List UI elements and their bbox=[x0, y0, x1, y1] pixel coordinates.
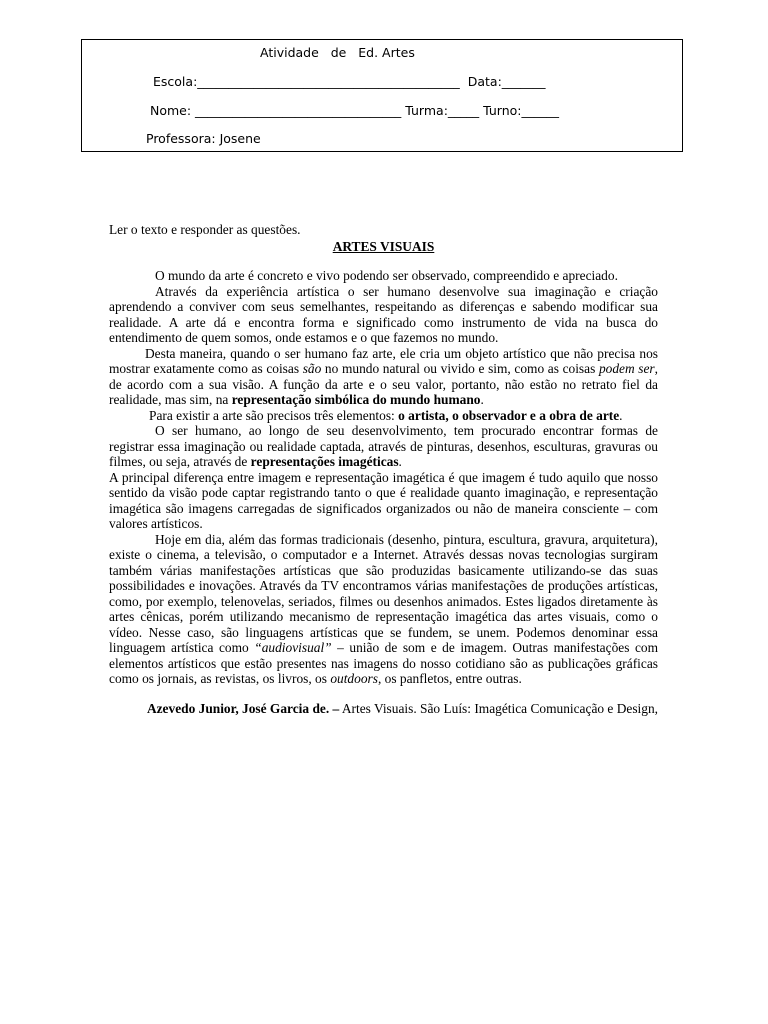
italic-text: outdoors bbox=[330, 671, 378, 686]
header-box bbox=[81, 39, 683, 152]
activity-title: Atividade de Ed. Artes bbox=[260, 45, 415, 60]
school-date-line: Escola:__________________________________________ Data:_______ bbox=[153, 74, 546, 89]
document-title: ARTES VISUAIS bbox=[332, 238, 435, 254]
italic-text: podem ser bbox=[598, 361, 655, 376]
bold-text: o artista, o observador e a obra de arte bbox=[398, 407, 620, 423]
name-class-shift-line: Nome: _________________________________ Turma:_____ Turno:______ bbox=[150, 103, 559, 118]
paragraph-3: Desta maneira, quando o ser humano faz arte, ele cria um objeto artístico que não precisa nos mostrar exatamente como as coisas são no mundo natural ou vivido e sim, como as coisas podem ser, de acordo com a sua visão. A função da arte e o seu valor, portanto, não estão no retrato fiel da realidade, mas sim, na representação simbólica do mundo humano. bbox=[109, 345, 658, 407]
citation-source: Artes Visuais. São Luís: Imagética Comunicação e Design, bbox=[339, 700, 658, 716]
instruction: Ler o texto e responder as questões. bbox=[109, 222, 301, 237]
citation-author: Azevedo Junior, José Garcia de. – bbox=[146, 700, 340, 716]
bold-text: representações imagéticas bbox=[250, 454, 399, 469]
document-body bbox=[109, 222, 658, 716]
paragraph-6: A principal diferença entre imagem e representação imagética é que imagem é tudo aquilo que nosso sentido da visão pode captar registrando tanto o que é realidade quanto imaginação, e representação imagética são imagens carregadas de significados organizados ou não de maneira consciente – com valores artísticos. bbox=[109, 469, 658, 531]
italic-text: são bbox=[302, 361, 322, 376]
paragraph-4: Para existir a arte são precisos três elementos: o artista, o observador e a obra de arte. bbox=[149, 407, 623, 423]
paragraph-1: O mundo da arte é concreto e vivo podendo ser observado, compreendido e apreciado. bbox=[155, 268, 618, 283]
paragraph-2: Através da experiência artística o ser humano desenvolve sua imaginação e criação aprendendo a conviver com seus semelhantes, respeitando as diferenças e sabendo modificar sua realidade. A arte dá e encontra forma e significado como instrumento de vida na busca do entendimento de quem somos, onde estamos e o que fazemos no mundo. bbox=[109, 283, 658, 345]
paragraph-7: Hoje em dia, além das formas tradicionais (desenho, pintura, escultura, gravura, arquitetura), existe o cinema, a televisão, o computador e a Internet. Através dessas novas tecnologias surgiram também várias manifestações artísticas que são produzidas basicamente utilizando-se das suas possibilidades e inovações. Através da TV encontramos várias manifestações de produções artísticas, como, por exemplo, telenovelas, seriados, filmes ou desenhos animados. Estes ligados diretamente às artes cênicas, porém utilizando mecanismo de representação imagética das artes visuais, como o vídeo. Nesse caso, são linguagens artísticas que se fundem, se unem. Podemos denominar essa linguagem artística como “audiovisual” – união de som e de imagem. Outras manifestações com elementos artísticos que estão presentes nas imagens do nosso cotidiano são as publicações gráficas como os jornais, as revistas, os livros, os outdoors, os panfletos, entre outras. bbox=[109, 531, 659, 686]
citation bbox=[109, 701, 658, 717]
paragraph-5: O ser humano, ao longo de seu desenvolvimento, tem procurado encontrar formas de registrar essa imaginação ou realidade captada, através de pinturas, desenhos, esculturas, gravuras ou filmes, ou seja, através de representações imagéticas. bbox=[109, 423, 658, 469]
italic-text: “audiovisual” bbox=[254, 640, 332, 655]
teacher-line: Professora: Josene bbox=[146, 131, 261, 146]
bold-text: representação simbólica do mundo humano bbox=[231, 392, 481, 407]
